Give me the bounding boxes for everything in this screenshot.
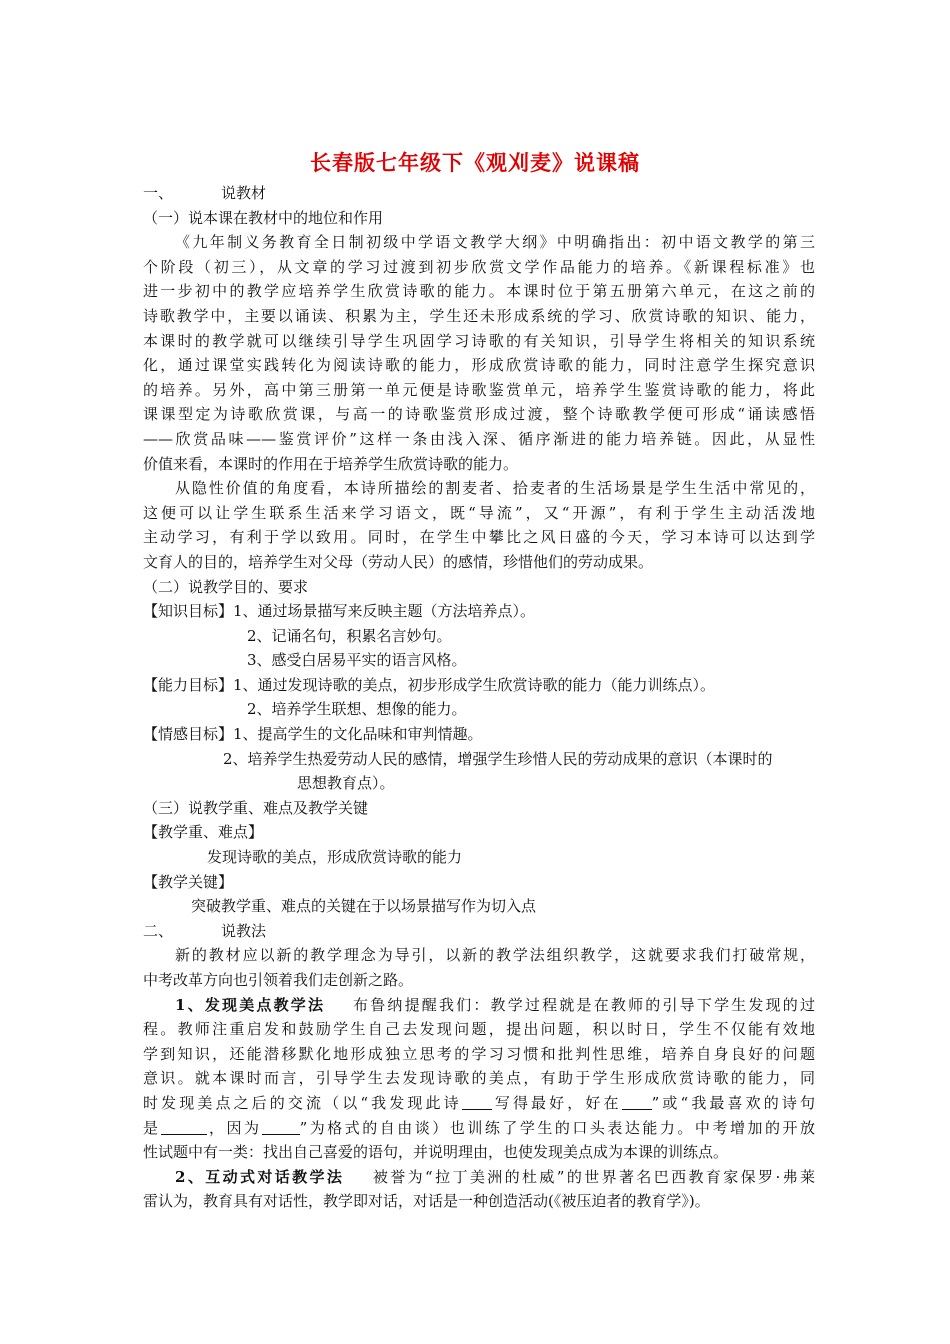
text-segment: 是 — [143, 1118, 161, 1137]
text-segment: ”或“我最喜欢的诗句 — [651, 1093, 815, 1112]
section-number: 一、 — [143, 184, 174, 202]
section-heading-1 — [143, 181, 815, 206]
paragraph-line: 学到知识，还能潜移默化地形成独立思考的学习习惯和批判性思维，培养自身良好的问题 — [143, 1044, 815, 1063]
paragraph-line — [143, 1091, 815, 1116]
paragraph-line: ——欣赏品味——鉴赏评价”这样一条由浅入深、循序渐进的能力培养链。因此，从显性 — [143, 429, 815, 448]
knowledge-goal: 3、感受白居易平实的语言风格。 — [247, 651, 467, 670]
fill-blank — [161, 1118, 207, 1135]
paragraph-line: 个阶段（初三），从文章的学习过渡到初步欣赏文学作品能力的培养。《新课程标准》也 — [143, 257, 815, 276]
paragraph-line: 从隐性价值的角度看，本诗所描绘的割麦者、拾麦者的生活场景是学生生活中常见的， — [175, 479, 815, 498]
fill-blank — [622, 1093, 652, 1110]
paragraph-line: 这便可以让学生联系生活来学习语文，既“导流”，又“开源”，有利于学生主动活泼地 — [143, 503, 815, 522]
section-number: 二、 — [143, 921, 174, 940]
subsection-heading: （二）说教学目的、要求 — [143, 577, 309, 596]
method-heading: 1、发现美点教学法 — [175, 995, 326, 1014]
subsection-heading: （三）说教学重、难点及教学关键 — [143, 798, 369, 817]
document-title: 长春版七年级下《观刈麦》说课稿 — [310, 150, 640, 175]
paragraph-line: 雷认为，教育具有对话性，教学即对话，对话是一种创造活动(《被压迫者的教育学》)。 — [143, 1192, 710, 1211]
text-segment: ”为格式的自由谈）也训练了学生的口头表达能力。中考增加的开放 — [299, 1118, 815, 1137]
emotion-goal: 思想教育点）。 — [297, 774, 395, 793]
emotion-goal: 【情感目标】1、提高学生的文化品味和审判情趣。 — [143, 725, 483, 744]
paragraph-line: 新的教材应以新的教学理念为导引，以新的教学法组织教学，这就要求我们打破常规， — [175, 946, 815, 965]
key-difficulty-label: 【教学重、难点】 — [143, 823, 264, 842]
paragraph-text: 布鲁纳提醒我们：教学过程就是在教师的引导下学生发现的过 — [353, 995, 815, 1014]
fill-blank — [462, 1093, 492, 1110]
section-heading-2 — [143, 919, 815, 944]
ability-goal: 【能力目标】1、通过发现诗歌的美点，初步形成学生欣赏诗歌的能力（能力训练点）。 — [143, 675, 716, 694]
fill-blank — [262, 1118, 300, 1135]
paragraph-line: 意识。就本课时而言，引导学生去发现诗歌的美点，有助于学生形成欣赏诗歌的能力，同 — [143, 1069, 815, 1088]
paragraph-line: 化，通过课堂实践转化为阅读诗歌的能力，形成欣赏诗歌的能力，同时注意学生探究意识 — [143, 356, 815, 375]
text-segment: 写得最好，好在 — [491, 1093, 622, 1112]
paragraph-text: 被誉为“拉丁美洲的杜威”的世界著名巴西教育家保罗·弗莱 — [372, 1167, 815, 1186]
paragraph-line: 文育人的目的，培养学生对父母（劳动人民）的感情，珍惜他们的劳动成果。 — [143, 552, 654, 571]
section-title: 说教法 — [221, 921, 267, 940]
teaching-key-text: 突破教学重、难点的关键在于以场景描写作为切入点 — [191, 897, 537, 916]
knowledge-goal: 2、记诵名句，积累名言妙句。 — [247, 626, 452, 645]
paragraph-line: 诗歌教学中，主要以诵读、积累为主，学生还未形成系统的学习、欣赏诗歌的知识、能力， — [143, 306, 815, 325]
teaching-key-label: 【教学关键】 — [143, 872, 234, 891]
method-2-line — [143, 1165, 815, 1190]
ability-goal: 2、培养学生联想、想像的能力。 — [247, 700, 467, 719]
document-body — [143, 181, 815, 1214]
text-segment: 时发现美点之后的交流（以“我发现此诗 — [143, 1093, 462, 1112]
paragraph-line: 的培养。另外，高中第三册第一单元便是诗歌鉴赏单元，培养学生鉴赏诗歌的能力，将此 — [143, 380, 815, 399]
paragraph-line: 主动学习，有利于学以致用。同时，在学生中攀比之风日盛的今天，学习本诗可以达到学 — [143, 528, 815, 547]
knowledge-goal: 【知识目标】1、通过场景描写来反映主题（方法培养点）。 — [143, 602, 536, 621]
key-difficulty-text: 发现诗歌的美点，形成欣赏诗歌的能力 — [207, 848, 463, 867]
paragraph-line: 中考改革方向也引领着我们走创新之路。 — [143, 971, 414, 989]
paragraph-line: 性试题中有一类：找出自己喜爱的语句，并说明理由，也使发现美点成为本课的训练点。 — [143, 1143, 729, 1162]
emotion-goal: 2、培养学生热爱劳动人民的感情，增强学生珍惜人民的劳动成果的意识（本课时的 — [223, 749, 773, 768]
text-segment: ，因为 — [206, 1118, 262, 1137]
paragraph-line: 程。教师注重启发和鼓励学生自己去发现问题，提出问题，积以时日，学生不仅能有效地 — [143, 1020, 815, 1039]
paragraph-line: 进一步初中的教学应培养学生欣赏诗歌的能力。本课时位于第五册第六单元，在这之前的 — [143, 282, 815, 301]
paragraph-line: 《九年制义务教育全日制初级中学语文教学大纲》中明确指出：初中语文教学的第三 — [175, 233, 815, 252]
paragraph-line: 课课型定为诗歌欣赏课，与高一的诗歌鉴赏形成过渡，整个诗歌教学便可形成“诵读感悟 — [143, 405, 815, 424]
paragraph-line: 价值来看，本课时的作用在于培养学生欣赏诗歌的能力。 — [143, 454, 519, 473]
method-1-line — [143, 993, 815, 1018]
subsection-heading: （一）说本课在教材中的地位和作用 — [143, 208, 384, 227]
method-heading: 2、互动式对话教学法 — [175, 1167, 345, 1186]
paragraph-line: 本课时的教学就可以继续引导学生巩固学习诗歌的有关知识，引导学生将相关的知识系统 — [143, 331, 815, 350]
section-title: 说教材 — [221, 184, 267, 202]
paragraph-line — [143, 1116, 815, 1141]
